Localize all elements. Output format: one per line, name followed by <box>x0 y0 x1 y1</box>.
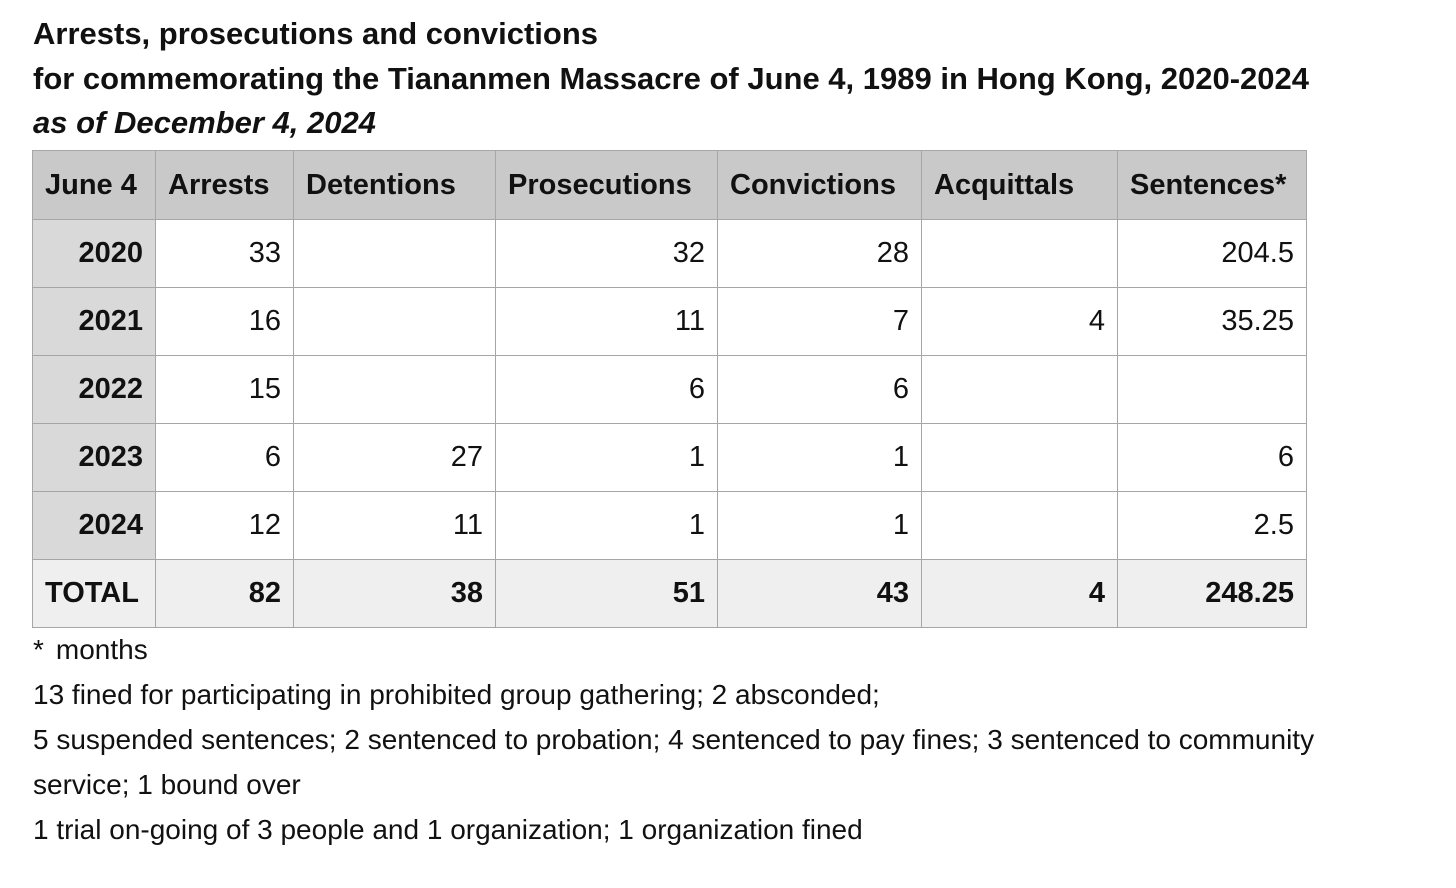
cell-sentences: 2.5 <box>1118 492 1307 560</box>
note-line-2: 5 suspended sentences; 2 sentenced to probation; 4 sentenced to pay fines; 3 sentenced to community <box>33 724 1315 755</box>
col-header-prosecutions: Prosecutions <box>496 151 718 220</box>
header-row <box>33 151 1307 220</box>
table-row <box>33 356 1307 424</box>
col-header-convictions: Convictions <box>718 151 922 220</box>
total-arrests: 82 <box>156 560 294 628</box>
total-convictions: 43 <box>718 560 922 628</box>
cell-prosecutions: 1 <box>496 492 718 560</box>
total-detentions: 38 <box>294 560 496 628</box>
footnote-star: * <box>33 634 44 665</box>
total-row <box>33 560 1307 628</box>
table-row <box>33 492 1307 560</box>
note-line-3: service; 1 bound over <box>33 769 301 800</box>
cell-acquittals <box>922 356 1118 424</box>
cell-arrests: 6 <box>156 424 294 492</box>
row-year: 2023 <box>33 424 156 492</box>
cell-convictions: 7 <box>718 288 922 356</box>
cell-detentions <box>294 356 496 424</box>
cell-prosecutions: 32 <box>496 220 718 288</box>
footnote-months <box>33 633 148 667</box>
row-year: 2022 <box>33 356 156 424</box>
table-row <box>33 288 1307 356</box>
cell-arrests: 12 <box>156 492 294 560</box>
table-row <box>33 424 1307 492</box>
cell-sentences: 204.5 <box>1118 220 1307 288</box>
cell-detentions <box>294 288 496 356</box>
cell-sentences <box>1118 356 1307 424</box>
cell-prosecutions: 11 <box>496 288 718 356</box>
row-year: 2024 <box>33 492 156 560</box>
cell-detentions: 11 <box>294 492 496 560</box>
col-header-acquittals: Acquittals <box>922 151 1118 220</box>
row-year: 2021 <box>33 288 156 356</box>
cell-prosecutions: 1 <box>496 424 718 492</box>
cell-arrests: 16 <box>156 288 294 356</box>
cell-sentences: 35.25 <box>1118 288 1307 356</box>
col-header-detentions: Detentions <box>294 151 496 220</box>
col-header-arrests: Arrests <box>156 151 294 220</box>
row-year: 2020 <box>33 220 156 288</box>
note-line-1: 13 fined for participating in prohibited group gathering; 2 absconded; <box>33 679 880 710</box>
cell-convictions: 1 <box>718 424 922 492</box>
cell-arrests: 33 <box>156 220 294 288</box>
cell-prosecutions: 6 <box>496 356 718 424</box>
footnote-months-text: months <box>55 634 148 665</box>
cell-detentions: 27 <box>294 424 496 492</box>
total-label: TOTAL <box>33 560 156 628</box>
total-prosecutions: 51 <box>496 560 718 628</box>
cell-acquittals <box>922 424 1118 492</box>
title-date-line: as of December 4, 2024 <box>33 105 376 140</box>
data-table <box>32 150 1307 628</box>
cell-convictions: 1 <box>718 492 922 560</box>
col-header-sentences: Sentences* <box>1118 151 1307 220</box>
total-acquittals: 4 <box>922 560 1118 628</box>
cell-acquittals <box>922 220 1118 288</box>
col-header-june4: June 4 <box>33 151 156 220</box>
cell-acquittals <box>922 492 1118 560</box>
cell-convictions: 6 <box>718 356 922 424</box>
cell-arrests: 15 <box>156 356 294 424</box>
note-line-4: 1 trial on-going of 3 people and 1 organization; 1 organization fined <box>33 814 863 845</box>
table-row <box>33 220 1307 288</box>
cell-sentences: 6 <box>1118 424 1307 492</box>
total-sentences: 248.25 <box>1118 560 1307 628</box>
cell-convictions: 28 <box>718 220 922 288</box>
cell-detentions <box>294 220 496 288</box>
cell-acquittals: 4 <box>922 288 1118 356</box>
title-line-2: for commemorating the Tiananmen Massacre of June 4, 1989 in Hong Kong, 2020-2024 <box>33 61 1309 96</box>
title-line-1: Arrests, prosecutions and convictions <box>33 16 599 51</box>
